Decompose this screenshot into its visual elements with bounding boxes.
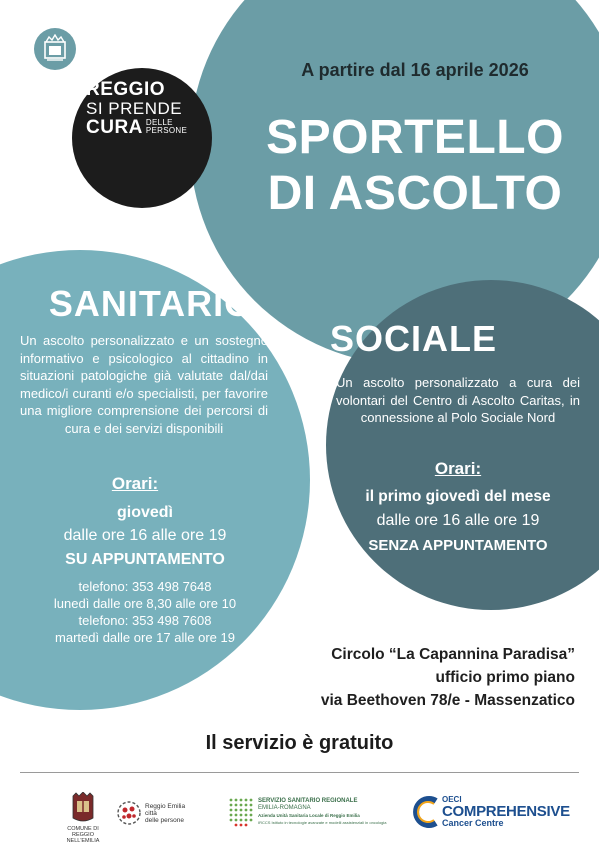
comune-caption-1: COMUNE DI (67, 826, 99, 832)
sanitario-orari-label: Orari: (111, 474, 159, 493)
re-line3: delle persone (145, 816, 185, 824)
start-date: A partire dal 16 aprile 2026 (301, 60, 529, 80)
sanitario-time: dalle ore 16 alle ore 19 (63, 527, 227, 544)
contact-line: telefono: 353 498 7648 (78, 579, 212, 594)
oeci-top: OECI (442, 795, 462, 804)
comune-logo (60, 792, 106, 844)
sanitario-description: Un ascolto personalizzato e un sostegno informativo e psicologico al cittadino in situazioni patologiche già valutate dal/dai medico/i curanti e/o specialisti, per favorire una migliore comprensione dei percorsi di cura e dei servizi disponibili (20, 333, 268, 436)
city-crest-icon (34, 28, 76, 70)
address-line2: ufficio primo piano (435, 669, 575, 686)
contact-line: lunedì dalle ore 8,30 alle ore 10 (53, 596, 237, 611)
contact-line: martedì dalle ore 17 alle ore 19 (55, 630, 235, 645)
sociale-appointment: SENZA APPUNTAMENTO (368, 537, 548, 554)
re-line2: città (145, 809, 157, 817)
page-title (230, 110, 599, 222)
sanitario-title: SANITARIO (48, 283, 254, 324)
ssr-dots-logo-icon (228, 797, 254, 827)
sociale-title: SOCIALE (330, 318, 498, 359)
badge-small-a: DELLE (145, 118, 173, 127)
oeci-bot: Cancer Centre (442, 818, 504, 828)
contact-line: telefono: 353 498 7608 (78, 613, 212, 628)
sociale-time: dalle ore 16 alle ore 19 (376, 512, 540, 529)
ssr-line1: SERVIZIO SANITARIO REGIONALE (258, 798, 358, 804)
sociale-description: Un ascolto personalizzato a cura dei volontari del Centro di Ascolto Caritas, in connessione al Polo Sociale Nord (336, 375, 580, 425)
sociale-day: il primo giovedì del mese (365, 488, 551, 505)
reggio-citta-logo-icon (116, 800, 142, 826)
oeci-mid: COMPREHENSIVE (442, 803, 570, 820)
oeci-c-logo-icon (412, 795, 440, 829)
title-line1: SPORTELLO (266, 111, 564, 164)
reggio-citta-logo (116, 800, 185, 826)
badge-line3: CURA (86, 117, 143, 138)
address (260, 643, 575, 712)
sanitario-contacts (0, 578, 290, 646)
ssr-line3: Azienda Unità Sanitaria Locale di Reggio Emilia (258, 813, 360, 818)
sanitario-day: giovedì (116, 504, 173, 521)
ssr-line2: EMILIA-ROMAGNA (258, 805, 311, 811)
address-line3: via Beethoven 78/e - Massenzatico (320, 692, 575, 709)
badge-line1: REGGIO (86, 79, 166, 100)
comune-caption-2: REGGIO NELL'EMILIA (66, 832, 100, 844)
ssr-logo (228, 797, 387, 827)
free-service-note: Il servizio è gratuito (205, 732, 394, 754)
re-line1: Reggio Emilia (145, 802, 186, 810)
address-line1: Circolo “La Capannina Paradisa” (331, 646, 575, 663)
badge-small-b: PERSONE (145, 126, 188, 135)
comune-crest-icon (60, 792, 106, 824)
sociale-orari-label: Orari: (434, 459, 482, 478)
badge-line2: SI PRENDE (86, 99, 183, 118)
divider (20, 772, 579, 773)
badge-text (86, 80, 187, 137)
sanitario-appointment: SU APPUNTAMENTO (65, 551, 225, 568)
ssr-line4: IRCCS Istituto in tecnologie avanzate e modelli assistenziali in oncologia (258, 820, 387, 825)
title-line2: DI ASCOLTO (267, 167, 563, 220)
oeci-logo (412, 795, 570, 829)
